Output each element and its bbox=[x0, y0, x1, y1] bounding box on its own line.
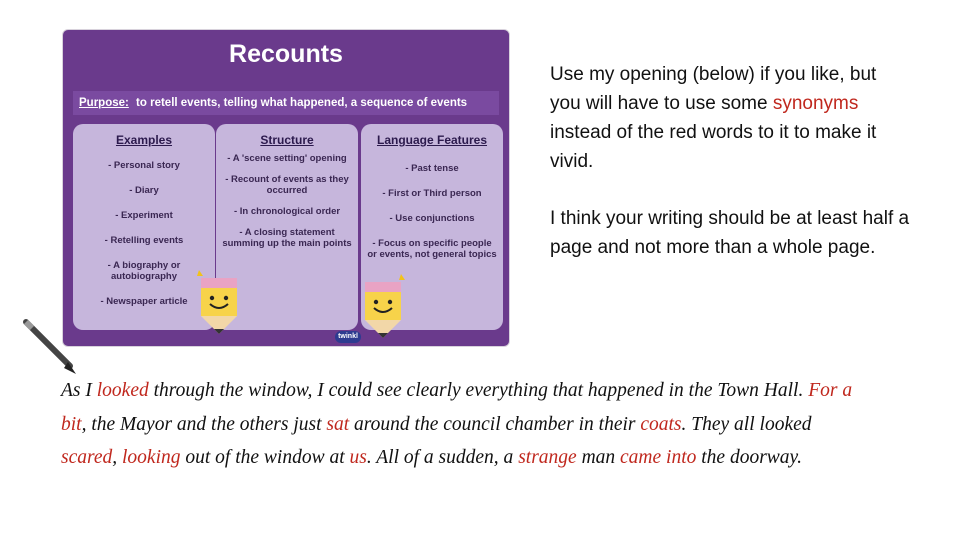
language-features-item: - First or Third person bbox=[382, 188, 482, 199]
examples-item: - Retelling events bbox=[104, 235, 184, 246]
poster-title: Recounts bbox=[229, 40, 343, 68]
story-text: the doorway. bbox=[696, 447, 803, 468]
examples-item: - A biography or autobiography bbox=[107, 260, 181, 282]
instruction-red-word: synonyms bbox=[772, 93, 859, 114]
structure-heading: Structure bbox=[260, 133, 314, 147]
story-text: through the window, I could see clearly everything that happened in the Town Hall. bbox=[148, 380, 809, 401]
story-red-word: strange bbox=[518, 447, 577, 468]
instruction-paragraph bbox=[550, 60, 910, 176]
purpose-bar bbox=[73, 91, 499, 115]
story-opening bbox=[61, 374, 861, 475]
instruction-text: Use my opening (below) if you like, but you will have to use some bbox=[550, 64, 877, 114]
story-red-word: looking bbox=[122, 447, 181, 468]
structure-item: - A 'scene setting' opening bbox=[227, 153, 347, 164]
story-text: man bbox=[576, 447, 621, 468]
story-text: , the Mayor and the others just bbox=[81, 413, 327, 435]
story-red-word: came into bbox=[620, 447, 697, 468]
examples-item: - Newspaper article bbox=[100, 296, 188, 307]
structure-item: - Recount of events as they occurred bbox=[225, 174, 349, 196]
language-features-item: - Focus on specific people or events, not general topics bbox=[367, 238, 497, 260]
story-text: , bbox=[112, 447, 123, 468]
structure-item: - In chronological order bbox=[233, 206, 341, 217]
story-red-word: looked bbox=[96, 380, 149, 401]
language-features-heading: Language Features bbox=[376, 133, 488, 147]
language-features-item: - Use conjunctions bbox=[389, 213, 475, 224]
story-text: . They all looked bbox=[681, 413, 812, 435]
structure-item: - A closing statement summing up the main points bbox=[222, 227, 352, 249]
pencil-icon bbox=[20, 316, 82, 378]
language-features-item: - Past tense bbox=[405, 163, 459, 174]
twinkl-logo: twinkl bbox=[335, 331, 361, 343]
story-text: As I bbox=[61, 380, 97, 401]
story-red-word: coats bbox=[640, 413, 682, 435]
examples-item: - Diary bbox=[129, 185, 159, 196]
story-text: out of the window at bbox=[180, 447, 350, 468]
examples-heading: Examples bbox=[115, 133, 173, 147]
instruction-text: instead of the red words to it to make it vivid. bbox=[550, 122, 877, 172]
story-red-word: us bbox=[349, 447, 367, 468]
story-red-word: sat bbox=[326, 413, 350, 435]
story-red-word: For a bit bbox=[61, 380, 853, 435]
examples-column bbox=[73, 124, 215, 330]
pencil-character-icon bbox=[197, 270, 243, 336]
purpose-text: to retell events, telling what happened, a sequence of events bbox=[136, 97, 468, 109]
length-instruction-paragraph: I think your writing should be at least half a page and not more than a whole page. bbox=[550, 208, 910, 258]
purpose-label: Purpose: bbox=[79, 97, 129, 109]
story-text: around the council chamber in their bbox=[349, 413, 641, 435]
examples-item: - Personal story bbox=[108, 160, 180, 171]
recounts-poster bbox=[62, 29, 510, 347]
pencil-character-icon bbox=[361, 274, 407, 340]
story-text: . All of a sudden, a bbox=[366, 447, 519, 468]
examples-item: - Experiment bbox=[115, 210, 173, 221]
story-red-word: scared bbox=[61, 447, 113, 468]
